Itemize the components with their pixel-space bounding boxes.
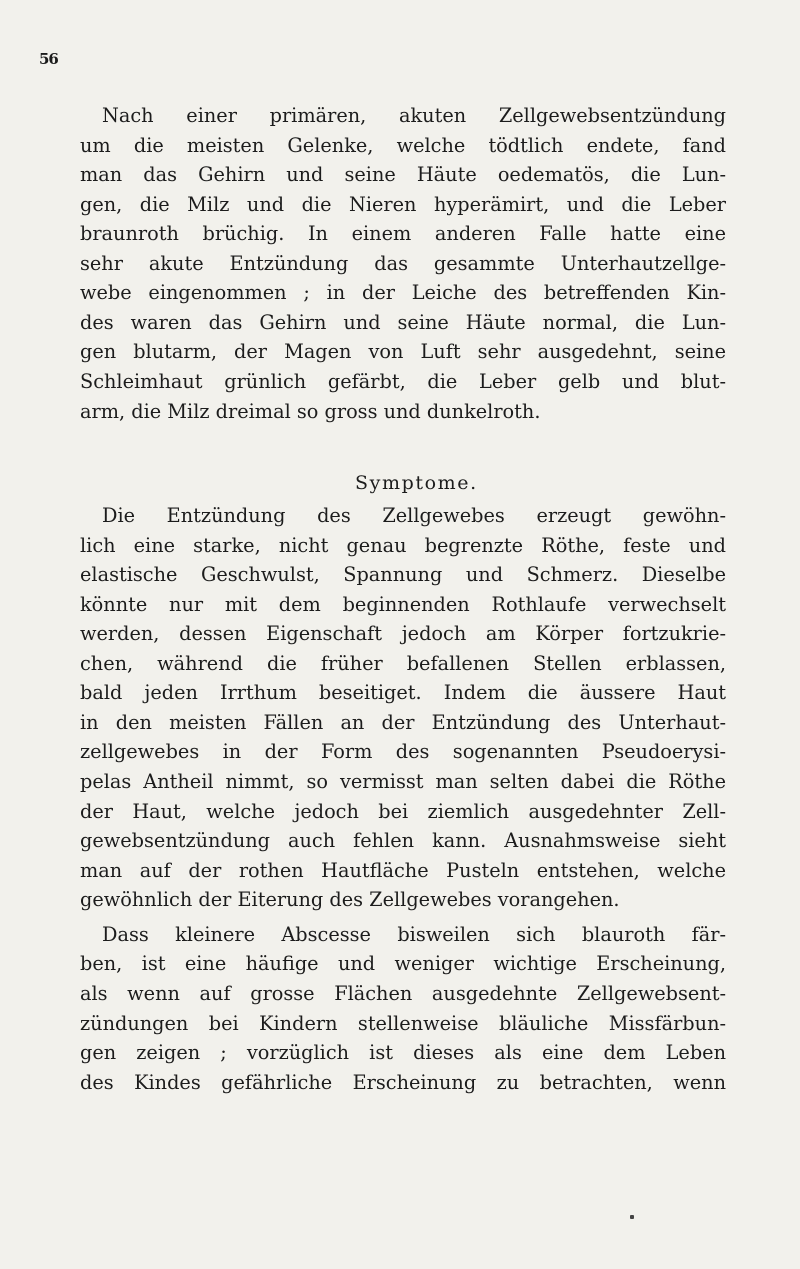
- text-line: ben, ist eine häufige und weniger wichtige Erscheinung,: [80, 952, 726, 975]
- section-heading: Symptome.: [355, 472, 478, 494]
- text-line: zündungen bei Kindern stellenweise bläuliche Missfärbun-: [80, 1012, 726, 1035]
- text-line: elastische Geschwulst, Spannung und Schmerz. Dieselbe: [80, 563, 726, 586]
- text-line: Schleimhaut grünlich gefärbt, die Leber gelb und blut-: [80, 370, 726, 393]
- text-line: lich eine starke, nicht genau begrenzte Röthe, feste und: [80, 534, 726, 557]
- page-number: 56: [39, 50, 58, 68]
- text-line: Nach einer primären, akuten Zellgewebsentzündung: [102, 104, 726, 127]
- text-line: als wenn auf grosse Flächen ausgedehnte Zellgewebsent-: [80, 982, 726, 1005]
- text-line: des Kindes gefährliche Erscheinung zu betrachten, wenn: [80, 1071, 726, 1094]
- text-line: in den meisten Fällen an der Entzündung des Unterhaut-: [80, 711, 726, 734]
- printer-mark: [630, 1215, 634, 1219]
- text-line: werden, dessen Eigenschaft jedoch am Körper fortzukrie-: [80, 622, 726, 645]
- text-line: gewöhnlich der Eiterung des Zellgewebes vorangehen.: [80, 888, 620, 911]
- text-line: webe eingenommen ; in der Leiche des betreffenden Kin-: [80, 281, 726, 304]
- text-line: pelas Antheil nimmt, so vermisst man selten dabei die Röthe: [80, 770, 726, 793]
- text-line: gewebsentzündung auch fehlen kann. Ausnahmsweise sieht: [80, 829, 726, 852]
- text-line: man das Gehirn und seine Häute oedematös, die Lun-: [80, 163, 726, 186]
- text-line: Dass kleinere Abscesse bisweilen sich blauroth fär-: [102, 923, 726, 946]
- text-line: Die Entzündung des Zellgewebes erzeugt gewöhn-: [102, 504, 726, 527]
- text-line: könnte nur mit dem beginnenden Rothlaufe verwechselt: [80, 593, 726, 616]
- text-line: sehr akute Entzündung das gesammte Unterhautzellge-: [80, 252, 726, 275]
- text-line: arm, die Milz dreimal so gross und dunkelroth.: [80, 400, 541, 423]
- text-line: braunroth brüchig. In einem anderen Falle hatte eine: [80, 222, 726, 245]
- text-line: man auf der rothen Hautfläche Pusteln entstehen, welche: [80, 859, 726, 882]
- text-line: gen, die Milz und die Nieren hyperämirt, und die Leber: [80, 193, 726, 216]
- text-line: um die meisten Gelenke, welche tödtlich endete, fand: [80, 134, 726, 157]
- text-line: zellgewebes in der Form des sogenannten Pseudoerysi-: [80, 740, 726, 763]
- text-line: des waren das Gehirn und seine Häute normal, die Lun-: [80, 311, 726, 334]
- text-line: chen, während die früher befallenen Stellen erblassen,: [80, 652, 726, 675]
- text-line: gen zeigen ; vorzüglich ist dieses als eine dem Leben: [80, 1041, 726, 1064]
- text-line: gen blutarm, der Magen von Luft sehr ausgedehnt, seine: [80, 340, 726, 363]
- text-line: der Haut, welche jedoch bei ziemlich ausgedehnter Zell-: [80, 800, 726, 823]
- text-line: bald jeden Irrthum beseitiget. Indem die äussere Haut: [80, 681, 726, 704]
